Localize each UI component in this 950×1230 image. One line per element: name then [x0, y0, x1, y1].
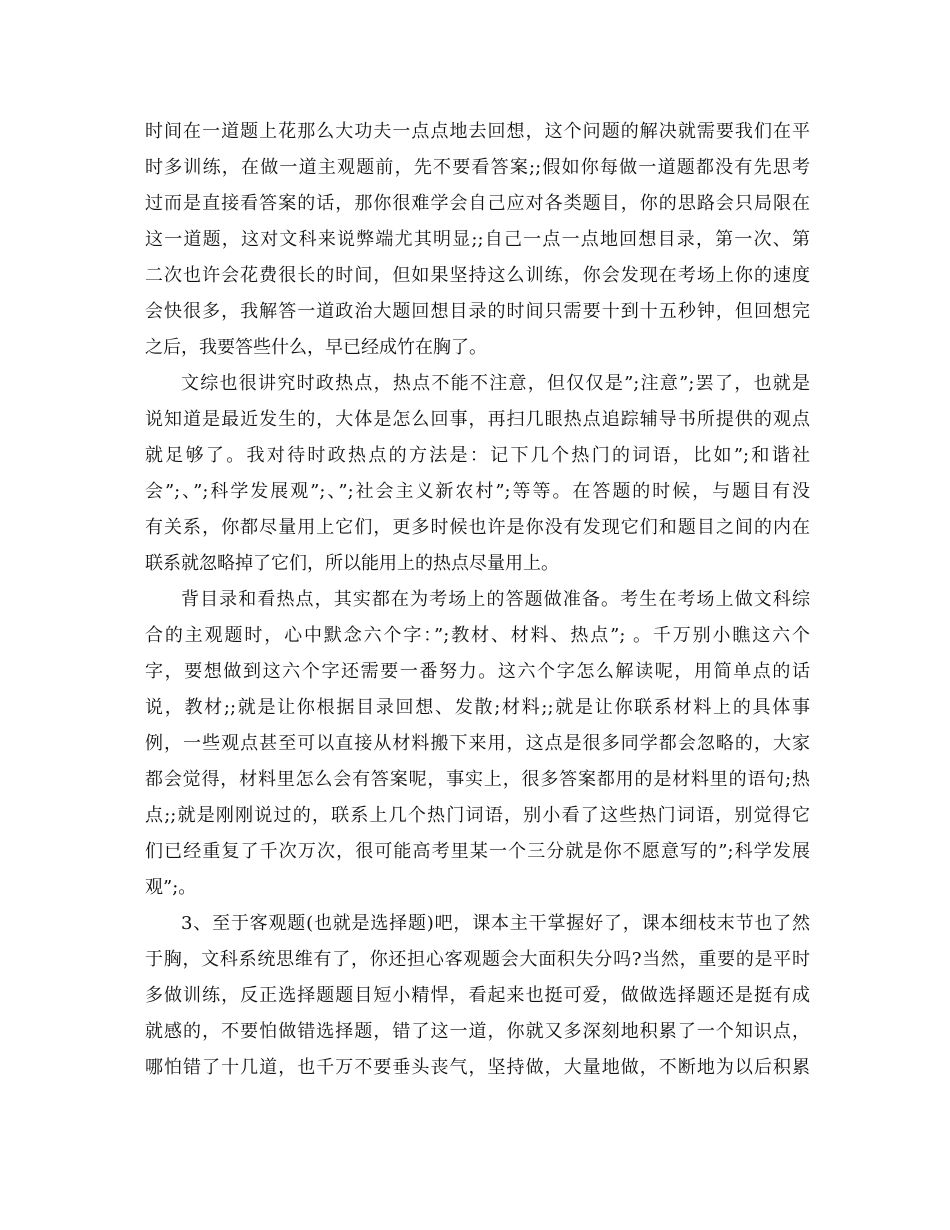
paragraph-1: [145, 114, 810, 366]
text-line: 过而是直接看答案的话，那你很难学会自己应对各类题目，你的思路会只局限在: [145, 193, 810, 214]
text-line: 会快很多，我解答一道政治大题回想目录的时间只需要十到十五秒钟，但回想完: [145, 301, 810, 322]
text-line: 就感的，不要怕做错选择题，错了这一道，你就又多深刻地积累了一个知识点，: [145, 1021, 810, 1042]
text-line: 字，要想做到这六个字还需要一番努力。这六个字怎么解读呢，用简单点的话: [145, 661, 810, 682]
text-line: 例，一些观点甚至可以直接从材料搬下来用，这点是很多同学都会忽略的，大家: [145, 733, 810, 754]
text-line: 合的主观题时，心中默念六个字：”;教材、材料、热点”; 。千万别小瞧这六个: [145, 625, 810, 646]
text-line: 二次也许会花费很长的时间，但如果坚持这么训练，你会发现在考场上你的速度: [145, 265, 810, 286]
text-line: 点;;就是刚刚说过的，联系上几个热门词语，别小看了这些热门词语，别觉得它: [145, 805, 810, 826]
document-body: [145, 114, 810, 1086]
text-line: 就足够了。我对待时政热点的方法是：记下几个热门的词语，比如”;和谐社: [145, 445, 810, 466]
text-line: 时间在一道题上花那么大功夫一点点地去回想，这个问题的解决就需要我们在平: [145, 121, 810, 142]
text-line: 哪怕错了十几道，也千万不要垂头丧气，坚持做，大量地做，不断地为以后积累: [145, 1057, 810, 1078]
text-line: 会”;、”;科学发展观”;、”;社会主义新农村”;等等。在答题的时候，与题目有没: [145, 481, 810, 502]
text-line: 背目录和看热点，其实都在为考场上的答题做准备。考生在考场上做文科综: [181, 589, 810, 610]
text-line: 文综也很讲究时政热点，热点不能不注意，但仅仅是”;注意”;罢了，也就是: [181, 373, 810, 394]
text-line: 都会觉得，材料里怎么会有答案呢，事实上，很多答案都用的是材料里的语句;热: [145, 769, 810, 790]
text-line: 这一道题，这对文科来说弊端尤其明显;;自己一点一点地回想目录，第一次、第: [145, 229, 810, 250]
text-line: 3、至于客观题(也就是选择题)吧，课本主干掌握好了，课本细枝末节也了然: [181, 913, 810, 934]
text-line: 时多训练，在做一道主观题前，先不要看答案;;假如你每做一道题都没有先思考: [145, 157, 810, 178]
text-line: 于胸，文科系统思维有了，你还担心客观题会大面积失分吗?当然，重要的是平时: [145, 949, 810, 970]
text-line: 多做训练，反正选择题题目短小精悍，看起来也挺可爱，做做选择题还是挺有成: [145, 985, 810, 1006]
text-line: 之后，我要答些什么，早已经成竹在胸了。: [145, 337, 487, 358]
paragraph-2: [145, 366, 810, 582]
text-line: 说，教材;;就是让你根据目录回想、发散;材料;;就是让你联系材料上的具体事: [145, 697, 810, 718]
text-line: 有关系，你都尽量用上它们，更多时候也许是你没有发现它们和题目之间的内在: [145, 517, 810, 538]
text-line: 联系就忽略掉了它们，所以能用上的热点尽量用上。: [145, 553, 559, 574]
paragraph-3: [145, 582, 810, 906]
text-line: 说知道是最近发生的，大体是怎么回事，再扫几眼热点追踪辅导书所提供的观点: [145, 409, 810, 430]
text-line: 观”;。: [145, 877, 197, 898]
text-line: 们已经重复了千次万次，很可能高考里某一个三分就是你不愿意写的”;科学发展: [145, 841, 810, 862]
paragraph-4: [145, 906, 810, 1086]
